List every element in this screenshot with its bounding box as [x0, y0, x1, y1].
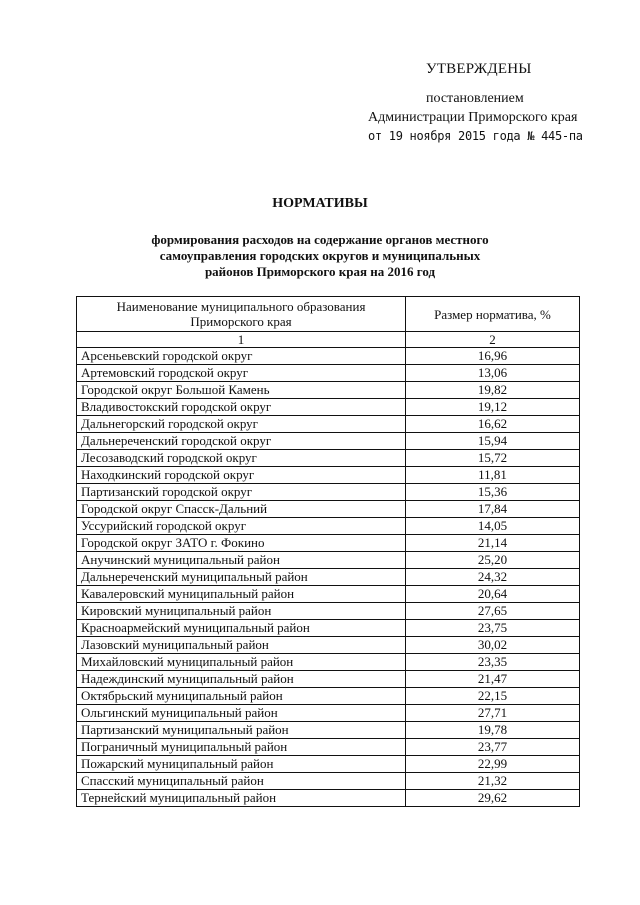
table-row: [77, 484, 580, 501]
table-row: [77, 722, 580, 739]
municipality-name: Находкинский городской округ: [77, 467, 406, 484]
norm-value: 23,77: [406, 739, 580, 756]
norm-value: 14,05: [406, 518, 580, 535]
norm-value: 19,78: [406, 722, 580, 739]
municipality-name: Спасский муниципальный район: [77, 773, 406, 790]
table-row: [77, 756, 580, 773]
norm-value: 23,35: [406, 654, 580, 671]
approval-resolution: постановлением: [426, 91, 524, 106]
norm-value: 25,20: [406, 552, 580, 569]
municipality-name: Октябрьский муниципальный район: [77, 688, 406, 705]
column-number-2: 2: [406, 332, 580, 348]
norm-value: 13,06: [406, 365, 580, 382]
table-row: [77, 654, 580, 671]
column-number-row: [77, 332, 580, 348]
table-row: [77, 620, 580, 637]
norm-value: 19,12: [406, 399, 580, 416]
norm-value: 21,47: [406, 671, 580, 688]
table-row: [77, 586, 580, 603]
municipality-name: Кировский муниципальный район: [77, 603, 406, 620]
table-row: [77, 535, 580, 552]
municipality-name: Партизанский муниципальный район: [77, 722, 406, 739]
norms-table: [76, 296, 580, 807]
norm-value: 21,14: [406, 535, 580, 552]
table-row: [77, 365, 580, 382]
norm-value: 29,62: [406, 790, 580, 807]
approval-block: [368, 60, 608, 146]
table-row: [77, 671, 580, 688]
header-norm-size: Размер норматива, %: [406, 297, 580, 332]
norm-value: 21,32: [406, 773, 580, 790]
table-row: [77, 790, 580, 807]
table-row: [77, 348, 580, 365]
approval-date-number: от 19 ноября 2015 года № 445-па: [368, 129, 583, 143]
municipality-name: Пожарский муниципальный район: [77, 756, 406, 773]
table-row: [77, 416, 580, 433]
norm-value: 22,15: [406, 688, 580, 705]
header-municipality: Наименование муниципального образования Приморского края: [77, 297, 406, 332]
norm-value: 23,75: [406, 620, 580, 637]
municipality-name: Тернейский муниципальный район: [77, 790, 406, 807]
table-row: [77, 688, 580, 705]
norm-value: 30,02: [406, 637, 580, 654]
municipality-name: Дальнегорский городской округ: [77, 416, 406, 433]
table-row: [77, 501, 580, 518]
norm-value: 11,81: [406, 467, 580, 484]
municipality-name: Арсеньевский городской округ: [77, 348, 406, 365]
norm-value: 20,64: [406, 586, 580, 603]
municipality-name: Михайловский муниципальный район: [77, 654, 406, 671]
municipality-name: Лазовский муниципальный район: [77, 637, 406, 654]
table-row: [77, 637, 580, 654]
municipality-name: Партизанский городской округ: [77, 484, 406, 501]
norm-value: 16,62: [406, 416, 580, 433]
approval-authority: Администрации Приморского края: [368, 110, 578, 125]
table-row: [77, 773, 580, 790]
table-row: [77, 705, 580, 722]
table-row: [77, 382, 580, 399]
document-subtitle: формирования расходов на содержание органов местного самоуправления городских округов и муниципальных районов Приморского края на 2016 год: [151, 232, 489, 279]
municipality-name: Надеждинский муниципальный район: [77, 671, 406, 688]
table-row: [77, 399, 580, 416]
municipality-name: Пограничный муниципальный район: [77, 739, 406, 756]
table-row: [77, 433, 580, 450]
table-row: [77, 518, 580, 535]
norm-value: 27,65: [406, 603, 580, 620]
municipality-name: Городской округ Спасск-Дальний: [77, 501, 406, 518]
table-row: [77, 467, 580, 484]
approval-heading: УТВЕРЖДЕНЫ: [426, 61, 532, 77]
norm-value: 16,96: [406, 348, 580, 365]
table-row: [77, 569, 580, 586]
table-row: [77, 739, 580, 756]
norm-value: 17,84: [406, 501, 580, 518]
document-title: НОРМАТИВЫ: [272, 196, 368, 211]
municipality-name: Ольгинский муниципальный район: [77, 705, 406, 722]
table-header-row: [77, 297, 580, 332]
table-row: [77, 552, 580, 569]
column-number-1: 1: [77, 332, 406, 348]
municipality-name: Владивостокский городской округ: [77, 399, 406, 416]
municipality-name: Красноармейский муниципальный район: [77, 620, 406, 637]
municipality-name: Лесозаводский городской округ: [77, 450, 406, 467]
norm-value: 27,71: [406, 705, 580, 722]
norm-value: 22,99: [406, 756, 580, 773]
municipality-name: Кавалеровский муниципальный район: [77, 586, 406, 603]
norm-value: 15,94: [406, 433, 580, 450]
municipality-name: Артемовский городской округ: [77, 365, 406, 382]
municipality-name: Уссурийский городской округ: [77, 518, 406, 535]
table-row: [77, 603, 580, 620]
norm-value: 19,82: [406, 382, 580, 399]
municipality-name: Анучинский муниципальный район: [77, 552, 406, 569]
norm-value: 24,32: [406, 569, 580, 586]
table-body: [77, 348, 580, 807]
norm-value: 15,36: [406, 484, 580, 501]
municipality-name: Городской округ Большой Камень: [77, 382, 406, 399]
norm-value: 15,72: [406, 450, 580, 467]
table-row: [77, 450, 580, 467]
municipality-name: Дальнереченский городской округ: [77, 433, 406, 450]
municipality-name: Дальнереченский муниципальный район: [77, 569, 406, 586]
municipality-name: Городской округ ЗАТО г. Фокино: [77, 535, 406, 552]
